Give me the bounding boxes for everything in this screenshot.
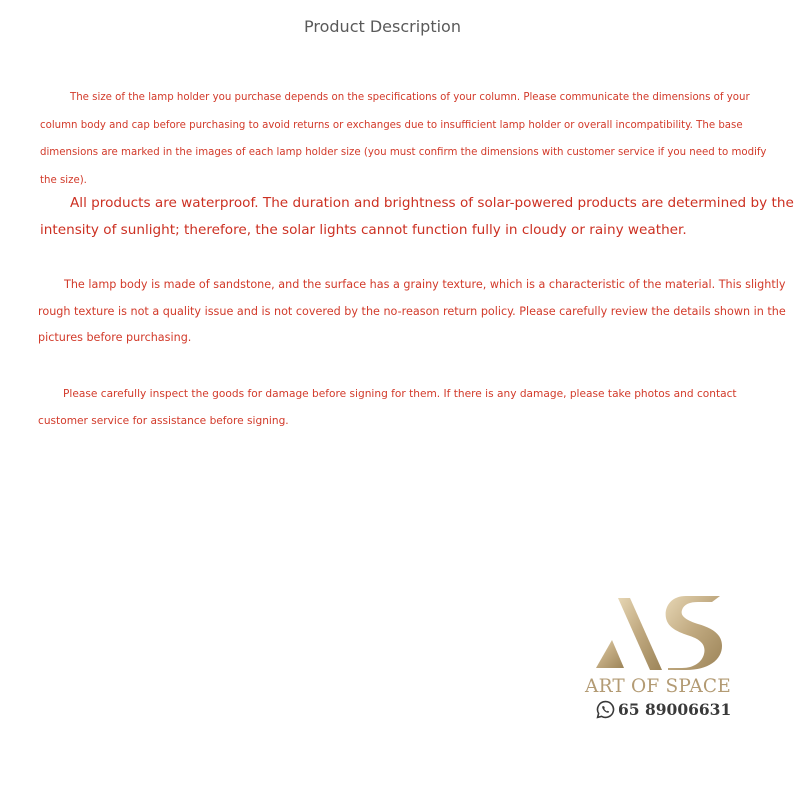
paragraph-sandstone-texture: The lamp body is made of sandstone, and the surface has a grainy texture, which is a characteristic of the material. This slightly rough texture is not a quality issue and is not covered by the no-reason return policy. Please carefully review the details shown in the pictures before purchasing. <box>38 278 786 344</box>
brand-logo <box>576 590 740 725</box>
whatsapp-icon <box>596 700 615 719</box>
page-title: Product Description <box>304 17 461 36</box>
paragraph-lamp-holder-size: The size of the lamp holder you purchase depends on the specifications of your column. Please communicate the dimensions of your column body and cap before purchasing to avoid returns or exchanges due to insufficient lamp holder or overall incompatibility. The base dimensions are marked in the images of each lamp holder size (you must confirm the dimensions with customer service if you need to modify the size). <box>40 92 767 186</box>
paragraph-waterproof-solar: All products are waterproof. The duration and brightness of solar-powered products are determined by the intensity of sunlight; therefore, the solar lights cannot function fully in cloudy or rainy weather. <box>40 195 794 238</box>
brand-name: ART OF SPACE <box>585 676 731 697</box>
phone-number: 65 89006631 <box>618 700 732 719</box>
paragraph-inspect-goods: Please carefully inspect the goods for damage before signing for them. If there is any damage, please take photos and contact customer service for assistance before signing. <box>38 388 737 427</box>
as-monogram-icon <box>594 590 724 675</box>
contact-line <box>596 700 731 719</box>
